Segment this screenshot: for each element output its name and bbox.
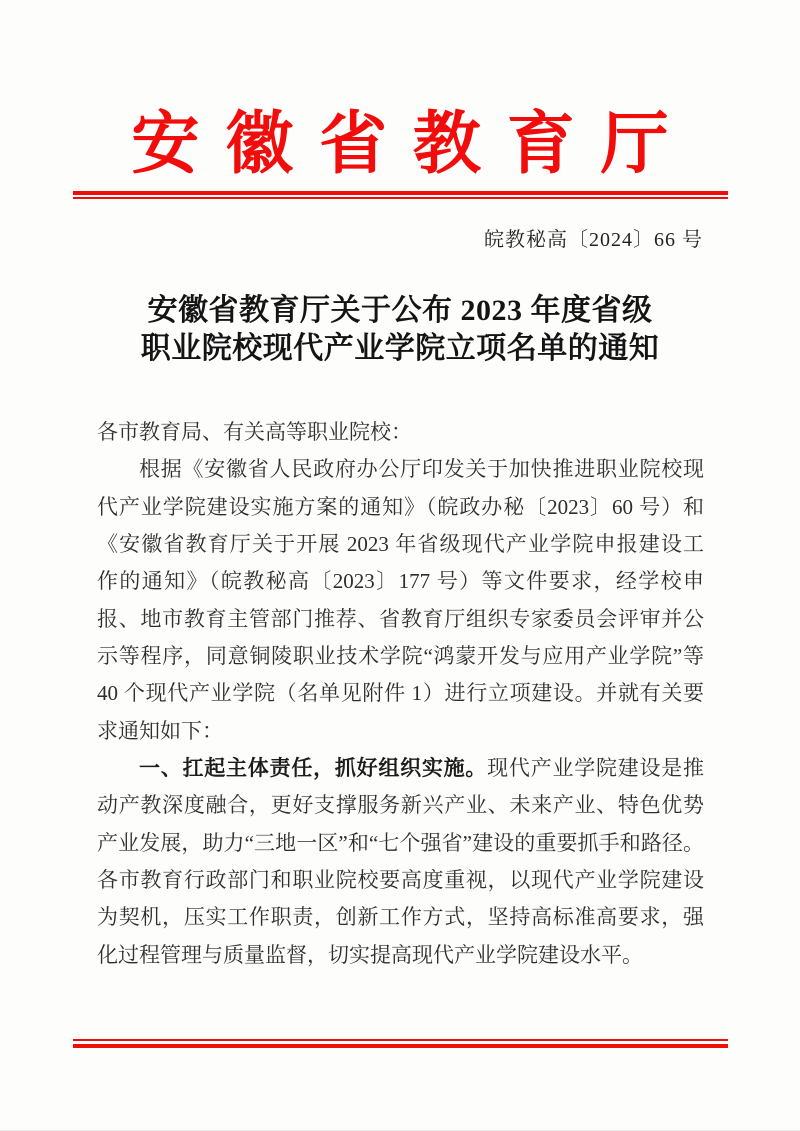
body-line [97, 414, 704, 451]
body-text: 求通知如下： [97, 718, 223, 743]
body-text: 各市教育局、有关高等职业院校： [97, 420, 412, 444]
body-line [97, 787, 704, 824]
body-text: 动产教深度融合，更好支撑服务新兴产业、未来产业、特色优势 [97, 793, 704, 818]
body-text: 各市教育行政部门和职业院校要高度重视，以现代产业学院建设 [97, 868, 704, 893]
body-text: 为契机，压实工作职责，创新工作方式，坚持高标准高要求，强 [97, 905, 704, 930]
body-line [97, 526, 704, 563]
letterhead-agency-name: 安徽省教育厅 [131, 106, 695, 182]
document-title-line2: 职业院校现代产业学院立项名单的通知 [140, 332, 660, 365]
footer-double-rule [73, 1039, 728, 1048]
body-line [97, 563, 704, 600]
body-line [97, 713, 704, 750]
body-text: 报、地市教育主管部门推荐、省教育厅组织专家委员会评审并公 [97, 606, 704, 631]
body-line [97, 638, 704, 675]
body-text: 《安徽省教育厅关于开展 2023 年省级现代产业学院申报建设工 [97, 532, 704, 557]
body-text-bold: 一、扛起主体责任，抓好组织实施。 [139, 757, 488, 781]
body-line [97, 489, 704, 526]
body-text: 现代产业学院建设是推 [487, 756, 705, 781]
document-title-line1: 安徽省教育厅关于公布 2023 年度省级 [147, 294, 653, 327]
rule-thin-line [73, 197, 728, 199]
body-text: 作的通知》（皖教秘高〔2023〕177 号）等文件要求，经学校申 [97, 569, 704, 594]
body-line [97, 862, 704, 899]
body-line [97, 750, 704, 787]
document-title [0, 292, 800, 368]
body-text: 产业发展，助力“三地一区”和“七个强省”建设的重要抓手和路径。 [97, 830, 704, 855]
body-line [97, 451, 704, 488]
body-line [97, 899, 704, 936]
letterhead-double-rule [73, 191, 728, 199]
body-text: 根据《安徽省人民政府办公厅印发关于加快推进职业院校现 [139, 457, 704, 482]
body-line [97, 937, 704, 974]
body-line [97, 825, 704, 862]
body-line [97, 675, 704, 712]
body-text: 示等程序，同意铜陵职业技术学院“鸿蒙开发与应用产业学院”等 [97, 644, 704, 669]
body-line [97, 601, 704, 638]
body-text: 代产业学院建设实施方案的通知》（皖政办秘〔2023〕60 号）和 [97, 494, 704, 519]
body-text: 化过程管理与质量监督，切实提高现代产业学院建设水平。 [97, 942, 643, 967]
rule-thick-line [73, 1044, 728, 1048]
body-text: 40 个现代产业学院（名单见附件 1）进行立项建设。并就有关要 [97, 681, 704, 706]
document-body [97, 414, 704, 974]
document-reference-number: 皖教秘高〔2024〕66 号 [484, 229, 703, 251]
